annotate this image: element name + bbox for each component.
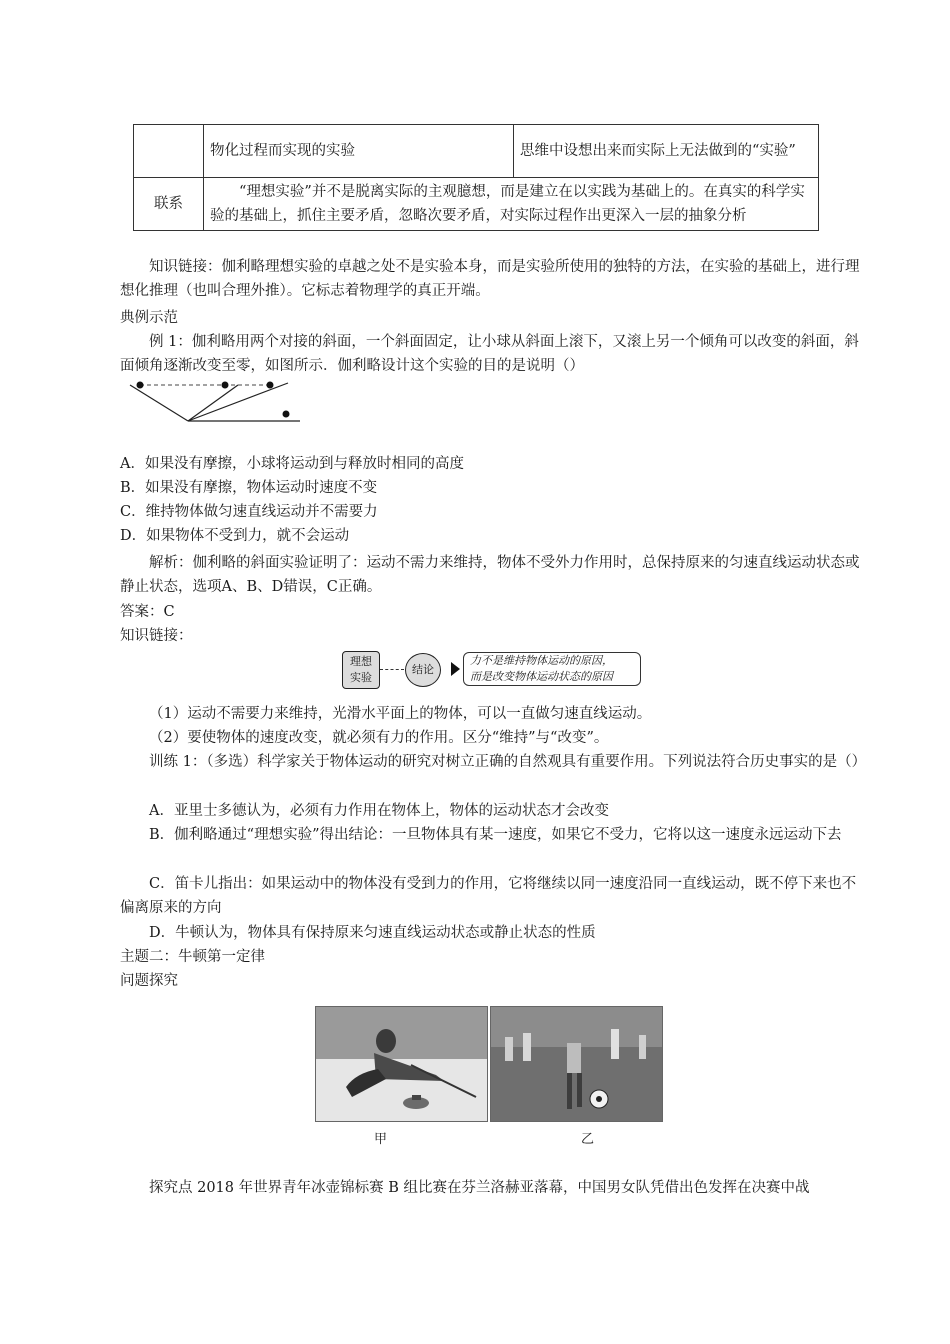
ideal-experiment-box — [342, 651, 380, 689]
conclusion-line-1: 力不是维持物体运动的原因， — [470, 654, 613, 667]
table-cell-label-connection: 联系 — [134, 178, 204, 231]
box-label-line-2: 实验 — [350, 671, 372, 684]
photo-caption-right: 乙 — [581, 1132, 595, 1147]
explore-point-text: 探究点 2018 年世界青年冰壶锦标赛 B 组比赛在芬兰洛赫亚落幕，中国男女队凭借出色发挥在决赛中战 — [149, 1180, 810, 1196]
arrow-icon — [451, 662, 460, 676]
concept-diagram — [342, 650, 642, 690]
training1-option-b: B．伽利略通过“理想实验”得出结论：一旦物体具有某一速度，如果它不受力，它将以这一速度永远运动下去 — [149, 827, 842, 843]
point-2: （2）要使物体的速度改变，就必须有力的作用。区分“维持”与“改变”。 — [149, 730, 609, 746]
ball-3 — [267, 382, 274, 389]
conclusion-circle: 结论 — [405, 653, 441, 687]
soccer-image — [491, 1007, 662, 1121]
conclusion-box — [463, 652, 641, 686]
knowledge-link-1: 知识链接：伽利略理想实验的卓越之处不是实验本身，而是实验所使用的独特的方法，在实验的基础上，进行理想化推理（也叫合理外推）。它标志着物理学的真正开端。 — [120, 259, 860, 299]
ball-2 — [222, 382, 229, 389]
training1-option-d: D．牛顿认为，物体具有保持原来匀速直线运动状态或静止状态的性质 — [149, 925, 596, 941]
example1-option-b: B．如果没有摩擦，物体运动时速度不变 — [120, 480, 378, 496]
conclusion-line-2: 而是改变物体运动状态的原因 — [470, 670, 613, 683]
curling-photo — [315, 1006, 488, 1122]
problem-explore-heading: 问题探究 — [120, 973, 178, 989]
incline-2 — [188, 385, 238, 421]
example1-analysis: 解析：伽利略的斜面实验证明了：运动不需力来维持，物体不受外力作用时，总保持原来的匀速直线运动状态或静止状态，选项A、B、D错误，C正确。 — [120, 555, 860, 595]
table-cell-connection-text: “理想实验”并不是脱离实际的主观臆想，而是建立在以实践为基础上的。在真实的科学实验的基础上，抓住主要矛盾，忽略次要矛盾，对实际过程作出更深入一层的抽象分析 — [204, 178, 819, 231]
comparison-table — [133, 124, 819, 231]
table-cell-ideal-experiment: 思维中设想出来而实际上无法做到的“实验” — [514, 125, 819, 178]
training1-option-c: C．笛卡儿指出：如果运动中的物体没有受到力的作用，它将继续以同一速度沿同一直线运动，既不停下来也不偏离原来的方向 — [120, 876, 857, 916]
knowledge-link-2-label: 知识链接： — [120, 628, 193, 644]
table-cell-empty — [134, 125, 204, 178]
fixed-incline — [130, 385, 188, 421]
box-label-line-1: 理想 — [350, 655, 372, 668]
ball-start — [137, 382, 144, 389]
ball-4 — [283, 411, 290, 418]
example1-option-c: C．维持物体做匀速直线运动并不需要力 — [120, 504, 378, 520]
incline-figure — [124, 377, 304, 427]
example1-option-d: D．如果物体不受到力，就不会运动 — [120, 528, 350, 544]
dashed-connector — [380, 669, 404, 670]
point-1: （1）运动不需要力来维持，光滑水平面上的物体，可以一直做匀速直线运动。 — [149, 706, 652, 722]
example1-answer: 答案：C — [120, 604, 175, 620]
soccer-photo — [490, 1006, 663, 1122]
theme2-heading: 主题二：牛顿第一定律 — [120, 949, 265, 965]
table-row — [134, 125, 819, 178]
photo-caption-left: 甲 — [374, 1132, 388, 1147]
example1-question: 例 1：伽利略用两个对接的斜面，一个斜面固定，让小球从斜面上滚下，又滚上另一个倾角可以改变的斜面，斜面倾角逐渐改变至零，如图所示．伽利略设计这个实验的目的是说明（） — [120, 334, 859, 374]
table-row — [134, 178, 819, 231]
section-heading-examples: 典例示范 — [120, 310, 178, 326]
curling-image — [316, 1007, 487, 1121]
table-cell-real-experiment: 物化过程而实现的实验 — [204, 125, 514, 178]
incline-3 — [188, 383, 288, 421]
example1-option-a: A．如果没有摩擦，小球将运动到与释放时相同的高度 — [120, 456, 464, 472]
training1-question: 训练 1：（多选）科学家关于物体运动的研究对树立正确的自然观具有重要作用。下列说法符合历史事实的是（） — [149, 754, 867, 770]
training1-option-a: A．亚里士多德认为，必须有力作用在物体上，物体的运动状态才会改变 — [149, 803, 609, 819]
